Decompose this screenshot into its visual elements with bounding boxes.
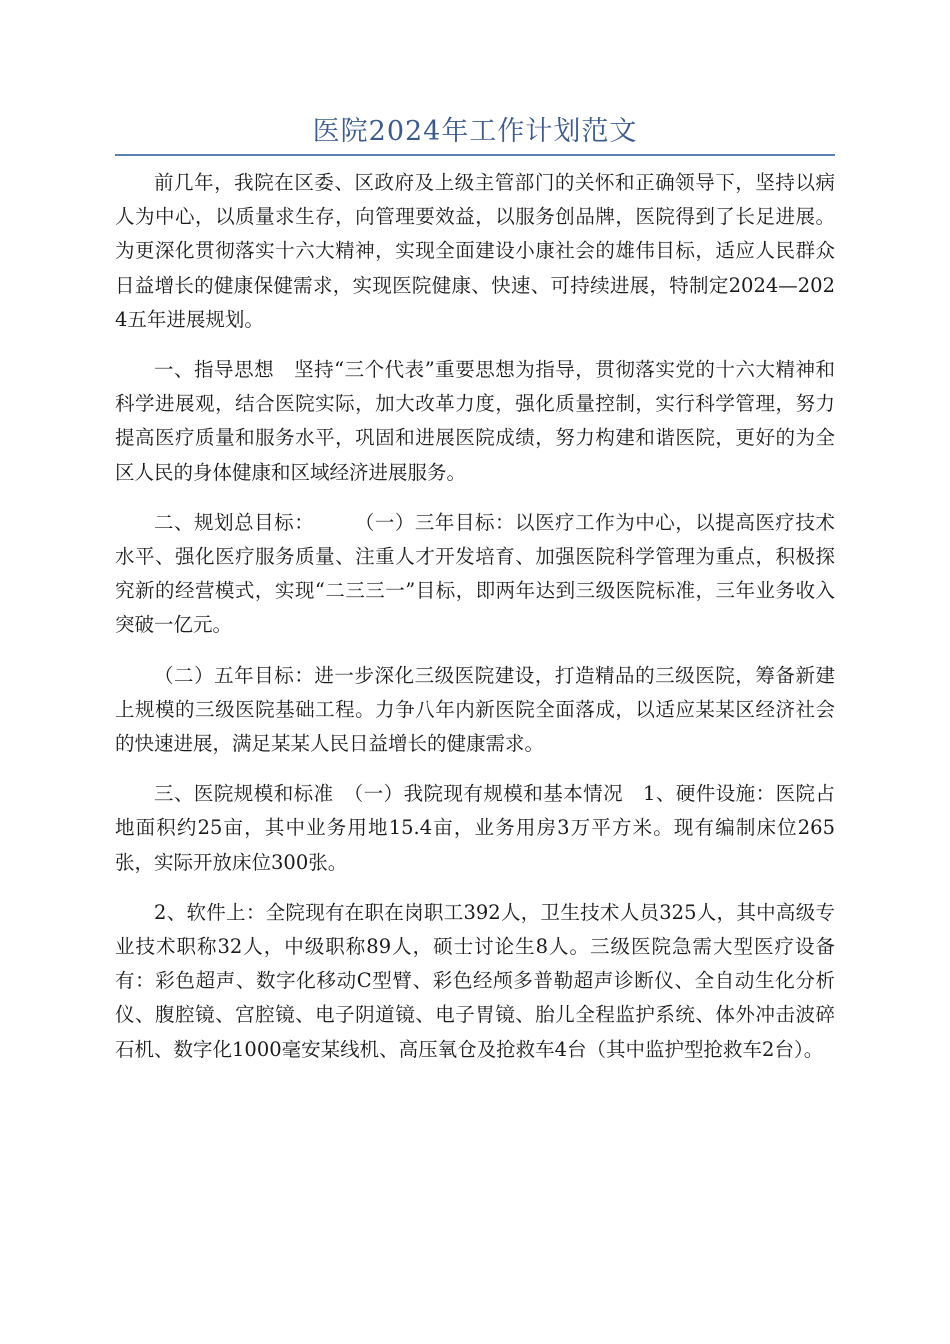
paragraph-overall-goal: 二、规划总目标： （一）三年目标：以医疗工作为中心，以提高医疗技术水平、强化医疗服务质量、注重人才开发培育、加强医院科学管理为重点，积极探究新的经营模式，实现“二三三一”目标，即两年达到三级医院标准，三年业务收入突破一亿元。 [115,510,835,637]
paragraph-five-year-goal: （二）五年目标：进一步深化三级医院建设，打造精品的三级医院，筹备新建上规模的三级医院基础工程。力争八年内新医院全面落成，以适应某某区经济社会的快速进展，满足某某人民日益增长的健康需求。 [115,663,835,756]
paragraph-scale-hardware: 三、医院规模和标准 （一）我院现有规模和基本情况 1、硬件设施：医院占地面积约25亩，其中业务用地15.4亩，业务用房3万平方米。现有编制床位265张，实际开放床位300张。 [115,782,835,874]
paragraph-software: 2、软件上：全院现有在职在岗职工392人，卫生技术人员325人，其中高级专业技术职称32人，中级职称89人，硕士讨论生8人。三级医院急需大型医疗设备有：彩色超声、数字化移动C型臂、彩色经颅多普勒超声诊断仪、全自动生化分析仪、腹腔镜、宫腔镜、电子阴道镜、电子胃镜、胎儿全程监护系统、体外冲击波碎石机、数字化1000毫安某线机、高压氧仓及抢救车4台（其中监护型抢救车2台）。 [115,900,835,1061]
document-page [115,112,835,1083]
document-title: 医院2024年工作计划范文 [312,116,638,147]
paragraph-guiding-ideology: 一、指导思想 坚持“三个代表”重要思想为指导，贯彻落实党的十六大精神和科学进展观，结合医院实际，加大改革力度，强化质量控制，实行科学管理，努力提高医疗质量和服务水平，巩固和进展医院成绩，努力构建和谐医院，更好的为全区人民的身体健康和区域经济进展服务。 [115,358,835,484]
paragraph-intro: 前几年，我院在区委、区政府及上级主管部门的关怀和正确领导下，坚持以病人为中心，以质量求生存，向管理要效益，以服务创品牌，医院得到了长足进展。为更深化贯彻落实十六大精神，实现全面建设小康社会的雄伟目标，适应人民群众日益增长的健康保健需求，实现医院健康、快速、可持续进展，特制定2024—2024五年进展规划。 [115,171,835,331]
title-underline [115,154,835,156]
